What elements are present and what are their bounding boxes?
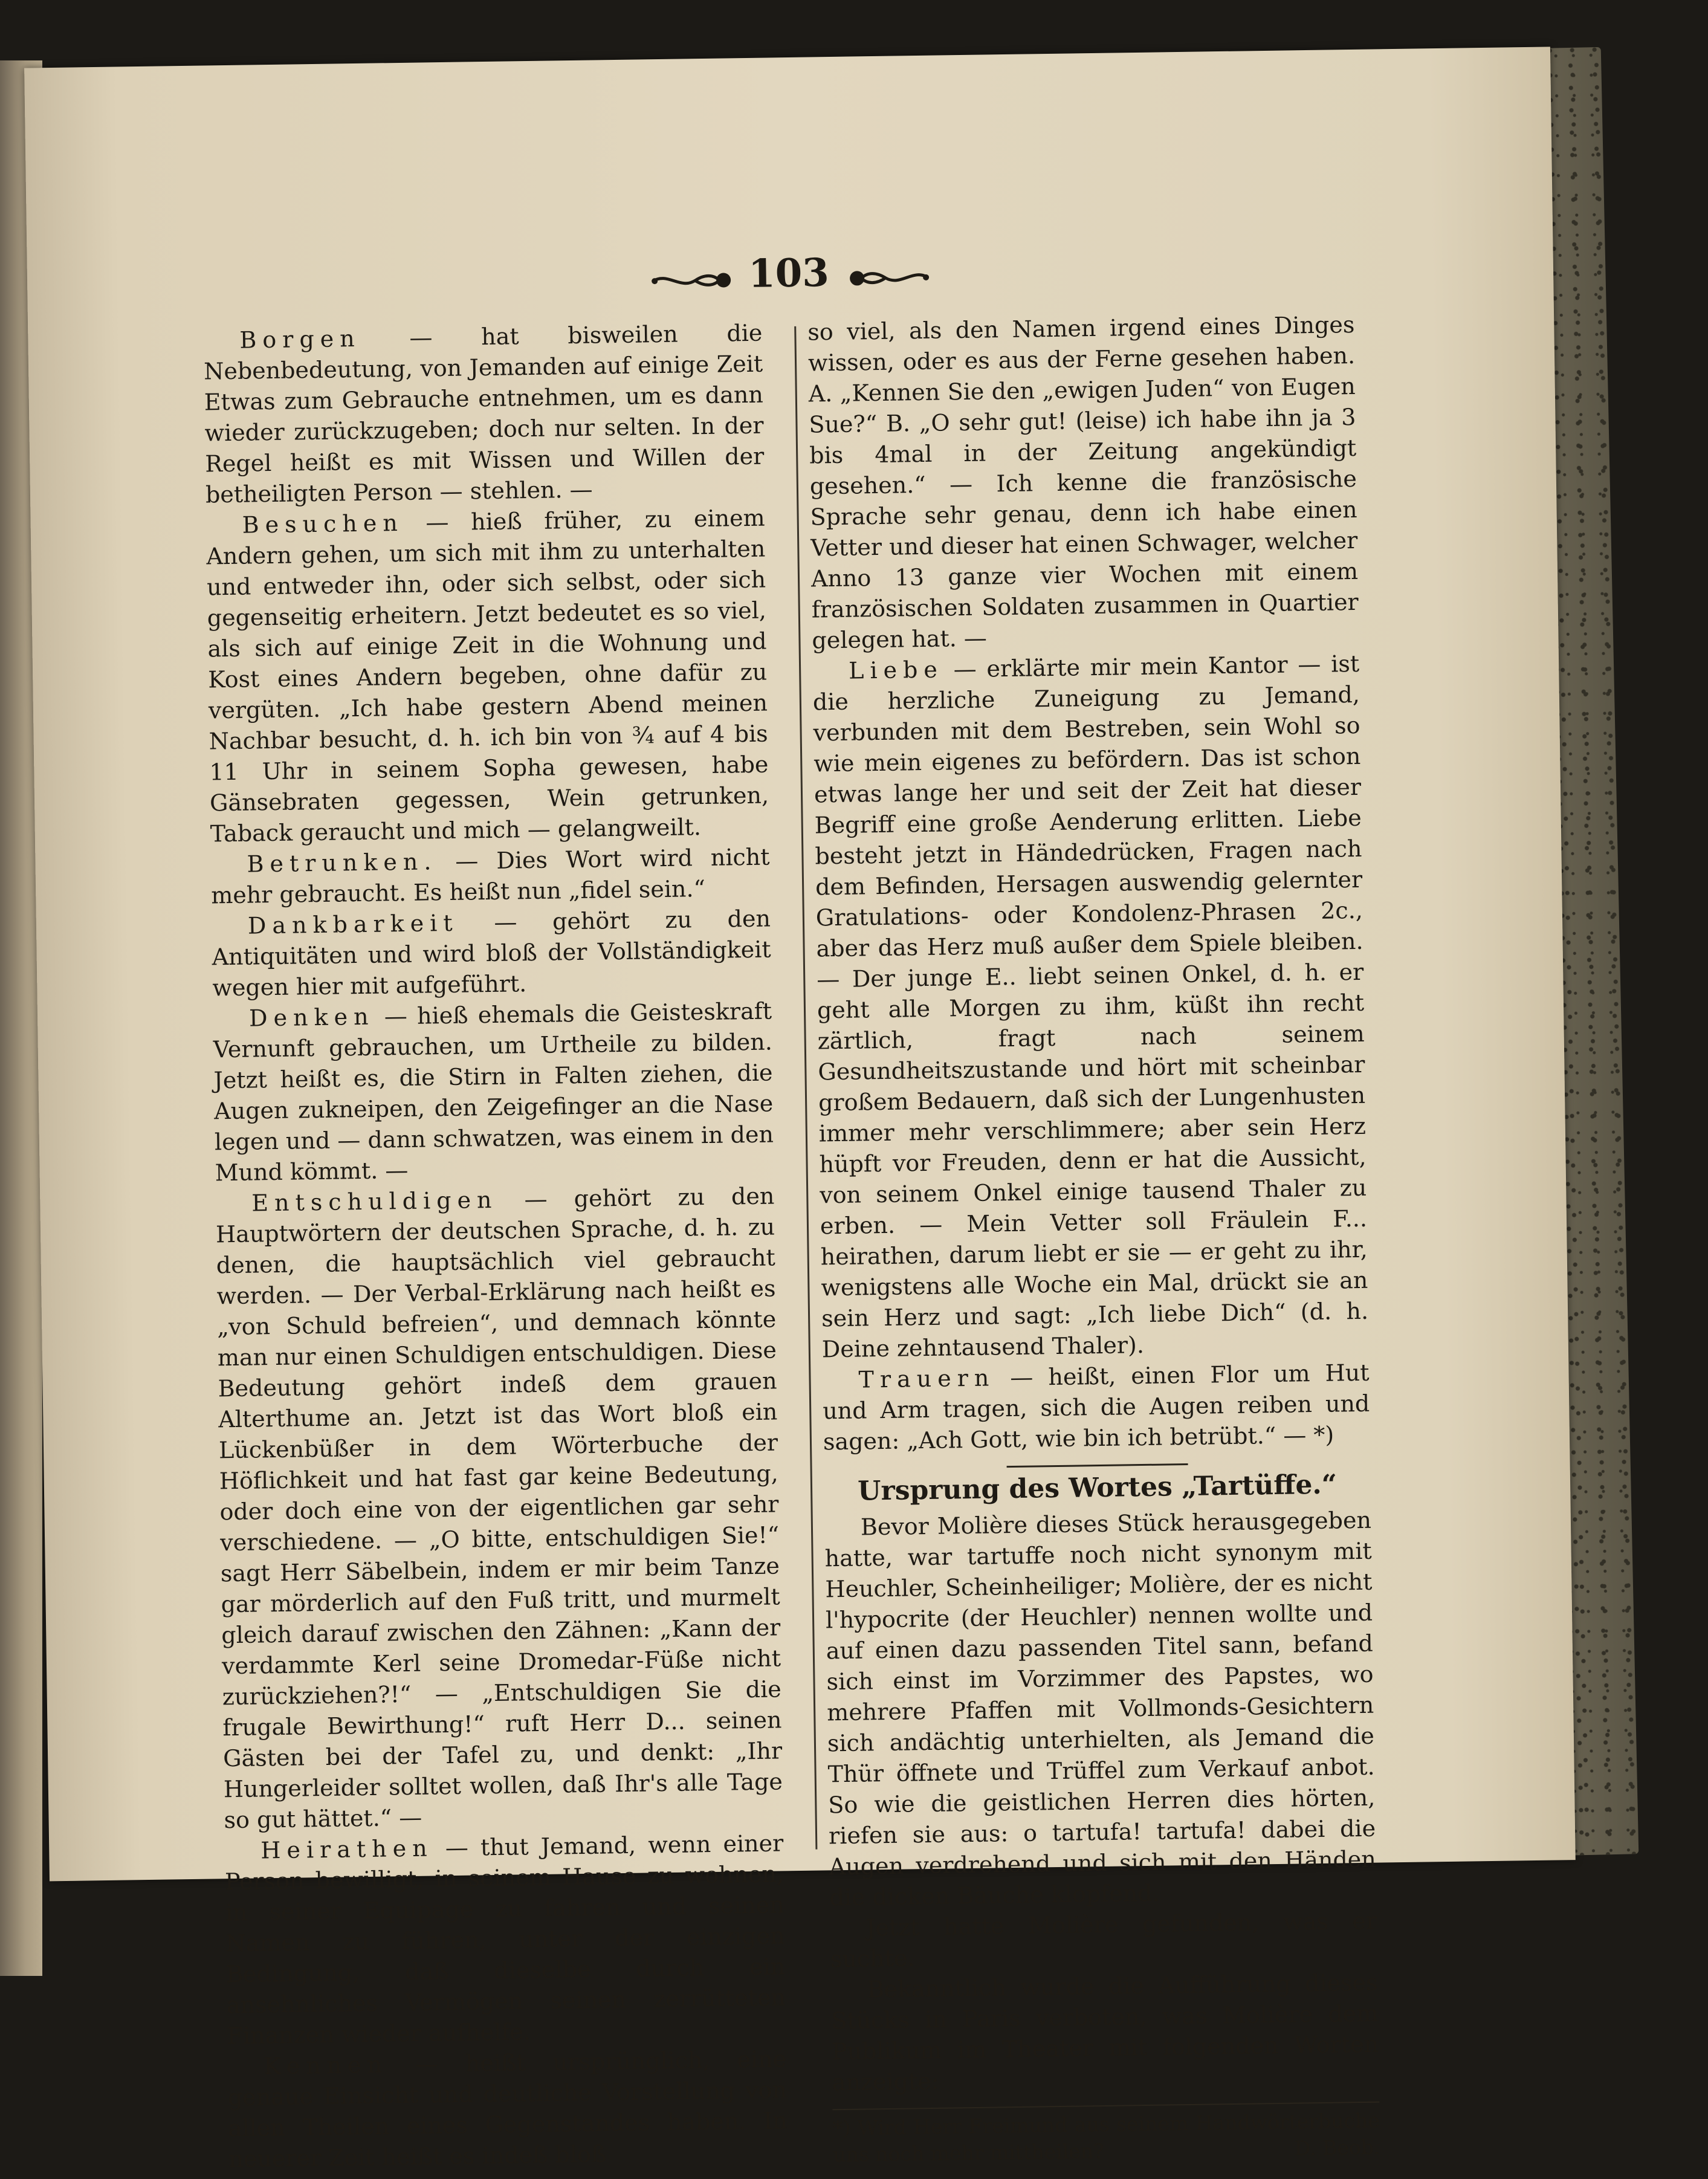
footnote-text: *) Wird Herr Freimund aus seinem Handwörterbuche uns noch mehr mittheilen? (832, 2108, 1380, 2167)
entry-heirathen (224, 1828, 786, 2051)
section-rule (1006, 1463, 1188, 1468)
entry-entschuldigen (215, 1180, 783, 1836)
left-ornament-icon (650, 265, 735, 296)
right-ornament-icon (846, 262, 931, 294)
entry-text: — Dies Wort wird nicht mehr gebraucht. Es heißt nun „fidel sein.“ (210, 843, 770, 909)
page-sheet (24, 47, 1576, 2173)
entry-term: Liebe (848, 656, 944, 684)
article-title: Ursprung des Wortes „Tartüffe.“ (857, 1469, 1338, 1507)
entry-trauern (822, 1358, 1370, 1458)
right-column (807, 309, 1380, 2168)
entry-term: Kennen (264, 2051, 389, 2080)
entry-text: — hieß früher, zu einem Andern gehen, um sich mit ihm zu unterhalten und entweder ihn, oder sich selbst, oder sich gegenseitig erheitern. Jetzt bedeutet es so viel, als sich auf einige Zeit in die Wohnung und Kost eines Andern begeben, ohne dafür zu vergüten. „Ich habe gestern Abend meinen Nachbar besucht, d. h. ich bin von ¾ auf 4 bis 11 Uhr in seinem Sopha gewesen, habe Gänsebraten gegessen, Wein getrunken, Taback geraucht und mich — gelangweilt. (206, 504, 769, 847)
entry-text: — gehört zu den Hauptwörtern der deutschen Sprache, d. h. zu denen, die hauptsächlich viel gebraucht werden. — Der Verbal-Erklärung nach heißt es „von Schuld befreien“, und demnach könnte man nur einen Schuldigen entschuldigen. Diese Bedeutung gehört indeß dem grauen Alterthume an. Jetzt ist das Wort bloß ein Lückenbüßer in dem Wörterbuche der Höflichkeit und hat fast gar keine Bedeutung, oder doch eine von der eigentlichen gar sehr verschiedene. — „O bitte, entschuldigen Sie!“ sagt Herr Säbelbein, indem er mir beim Tanze gar mörderlich auf den Fuß tritt, und murmelt gleich darauf zwischen den Zähnen: „Kann der verdammte Kerl seine Dromedar-Füße nicht zurückziehen?!“ — „Entschuldigen Sie die frugale Bewirthung!“ ruft Herr D... seinen Gästen bei der Tafel zu, und denkt: „Ihr Hungerleider solltet wollen, daß Ihr's alle Tage so gut hättet.“ — (215, 1182, 783, 1834)
article-paragraph: Bekanntlich wurde die Aufführung dieses Stücks in Paris verboten, was Molière dem Publikum im Theater mit folgenden Worten anzeigte: (831, 1969, 1379, 2096)
entry-term: Besuchen (242, 509, 404, 539)
entry-term: Trauern (858, 1364, 995, 1393)
entry-term: Dankbarkeit (247, 909, 459, 939)
entry-borgen (203, 318, 765, 511)
entry-liebe (812, 649, 1369, 1365)
left-column (203, 318, 788, 2175)
entry-text: — hat bisweilen die Nebenbedeutung, von Jemanden auf einige Zeit Etwas zum Gebrauche entnehmen, um es dann wieder zurückzugeben; doch nur selten. In der Regel heißt es mit Wissen und Willen der betheiligten Person — stehlen. — (203, 319, 765, 508)
entry-text: — gehört zu den Antiquitäten und wird bloß der Vollständigkeit wegen hier mit aufgeführt. (212, 905, 771, 1002)
footnote (833, 2108, 1380, 2169)
article-paragraph: Bevor Molière dieses Stück herausgegeben hatte, war tartuffe noch nicht synonym mit Heuchler, Scheinheiliger; Molière, der es nicht l'hypocrite (der Heuchler) nennen wollte und auf einen dazu passenden Titel sann, befand sich einst im Vorzimmer des Papstes, wo mehrere Pfaffen mit Vollmonds-Gesichtern sich andächtig unterhielten, als Jemand die Thür öffnete und Trüffel zum Verkauf anbot. So wie die geistlichen Herren dies hörten, riefen sie aus: o tartufa! tartufa! dabei die Augen verdrehend und sich mit den Händen die dicken Bäuche klopfend. (824, 1506, 1377, 1911)
entry-text: — heißt, einen Flor um Hut und Arm tragen, sich die Augen reiben und sagen: „Ach Gott, wie bin ich betrübt.“ — *) (822, 1359, 1370, 1455)
page-number: 103 (748, 250, 830, 297)
entry-text: — heißt ursprünglich, eine genaue Einsicht und deutliche Vorstellung von allen Theilen eines Gegenstandes haben. In neuerer Zeit heißt es indeß bloß (227, 2045, 788, 2173)
footnote-signature: D. Beob. (1294, 2135, 1380, 2160)
article-paragraph: Jetzt hatte Molière gefunden, was er suchte. (830, 1907, 1377, 1973)
entry-dankbarkeit (212, 904, 772, 1004)
entry-term: Borgen (239, 325, 361, 354)
entry-term: Heirathen (260, 1834, 433, 1864)
entry-besuchen (205, 503, 769, 850)
entry-term: Denken (248, 1003, 375, 1032)
entry-term: Entschuldigen (251, 1186, 498, 1217)
entry-text: — erklärte mir mein Kantor — ist die herzliche Zuneigung zu Jemand, verbunden mit dem Bestreben, sein Wohl so wie mein eigenes zu befördern. Das ist schon etwas lange her und seit der Zeit hat dieser Begriff eine große Aenderung erlitten. Liebe besteht jetzt in Händedrücken, Fragen nach dem Befinden, Hersagen auswendig gelernter Gratulations- oder Kondolenz-Phrasen 2c., aber das Herz muß außer dem Spiele bleiben. — Der junge E.. liebt seinen Onkel, d. h. er geht alle Morgen zu ihm, küßt ihn recht zärtlich, fragt nach seinem Gesundheitszustande und hört mit scheinbar großem Bedauern, daß sich der Lungenhusten immer mehr verschlimmere; aber sein Herz hüpft vor Freuden, denn er hat die Aussicht, von seinem Onkel einige tausend Thaler zu erben. — Mein Vetter soll Fräulein F... heirathen, darum liebt er sie — er geht zu ihr, wenigstens alle Woche ein Mal, drückt sie an sein Herz und sagt: „Ich liebe Dich“ (d. h. Deine zehntausend Thaler). (812, 650, 1369, 1363)
kennen-continuation: so viel, als den Namen irgend eines Dinges wissen, oder es aus der Ferne gesehen haben. A. „Kennen Sie den „ewigen Juden“ von Eugen Sue?“ B. „O sehr gut! (leise) ich habe ihn ja 3 bis 4mal in der Zeitung angekündigt gesehen.“ — Ich kenne die französische Sprache sehr genau, denn ich habe einen Vetter und dieser hat einen Schwager, welcher Anno 13 ganze vier Wochen mit einem französischen Soldaten zusammen in Quartier gelegen hat. — (807, 311, 1359, 654)
entry-text: — thut Jemand, wenn einer Person bewilligt, in seinem Hause zu wohnen, in seiner Equipage zu fahren und seinen Namen zu führen, unter der einzigen Bedingung, daß dieselbe durch ein ansehnliches Vermögen seinen zerrütteten Finanzen wieder aufhelfe. (224, 1830, 786, 2050)
entry-term: Betrunken. (247, 848, 438, 878)
entry-betrunken (210, 842, 770, 911)
entry-kennen (227, 2044, 788, 2175)
entry-denken (213, 996, 774, 1189)
page-header (631, 248, 946, 307)
entry-text: — hieß ehemals die Geisteskraft Vernunft gebrauchen, um Urtheile zu bilden. Jetzt heißt es, die Stirn in Falten ziehen, die Augen zukneipen, den Zeigefinger an die Nase legen und — dann schwatzen, was einem in den Mund kömmt. — (213, 997, 774, 1187)
